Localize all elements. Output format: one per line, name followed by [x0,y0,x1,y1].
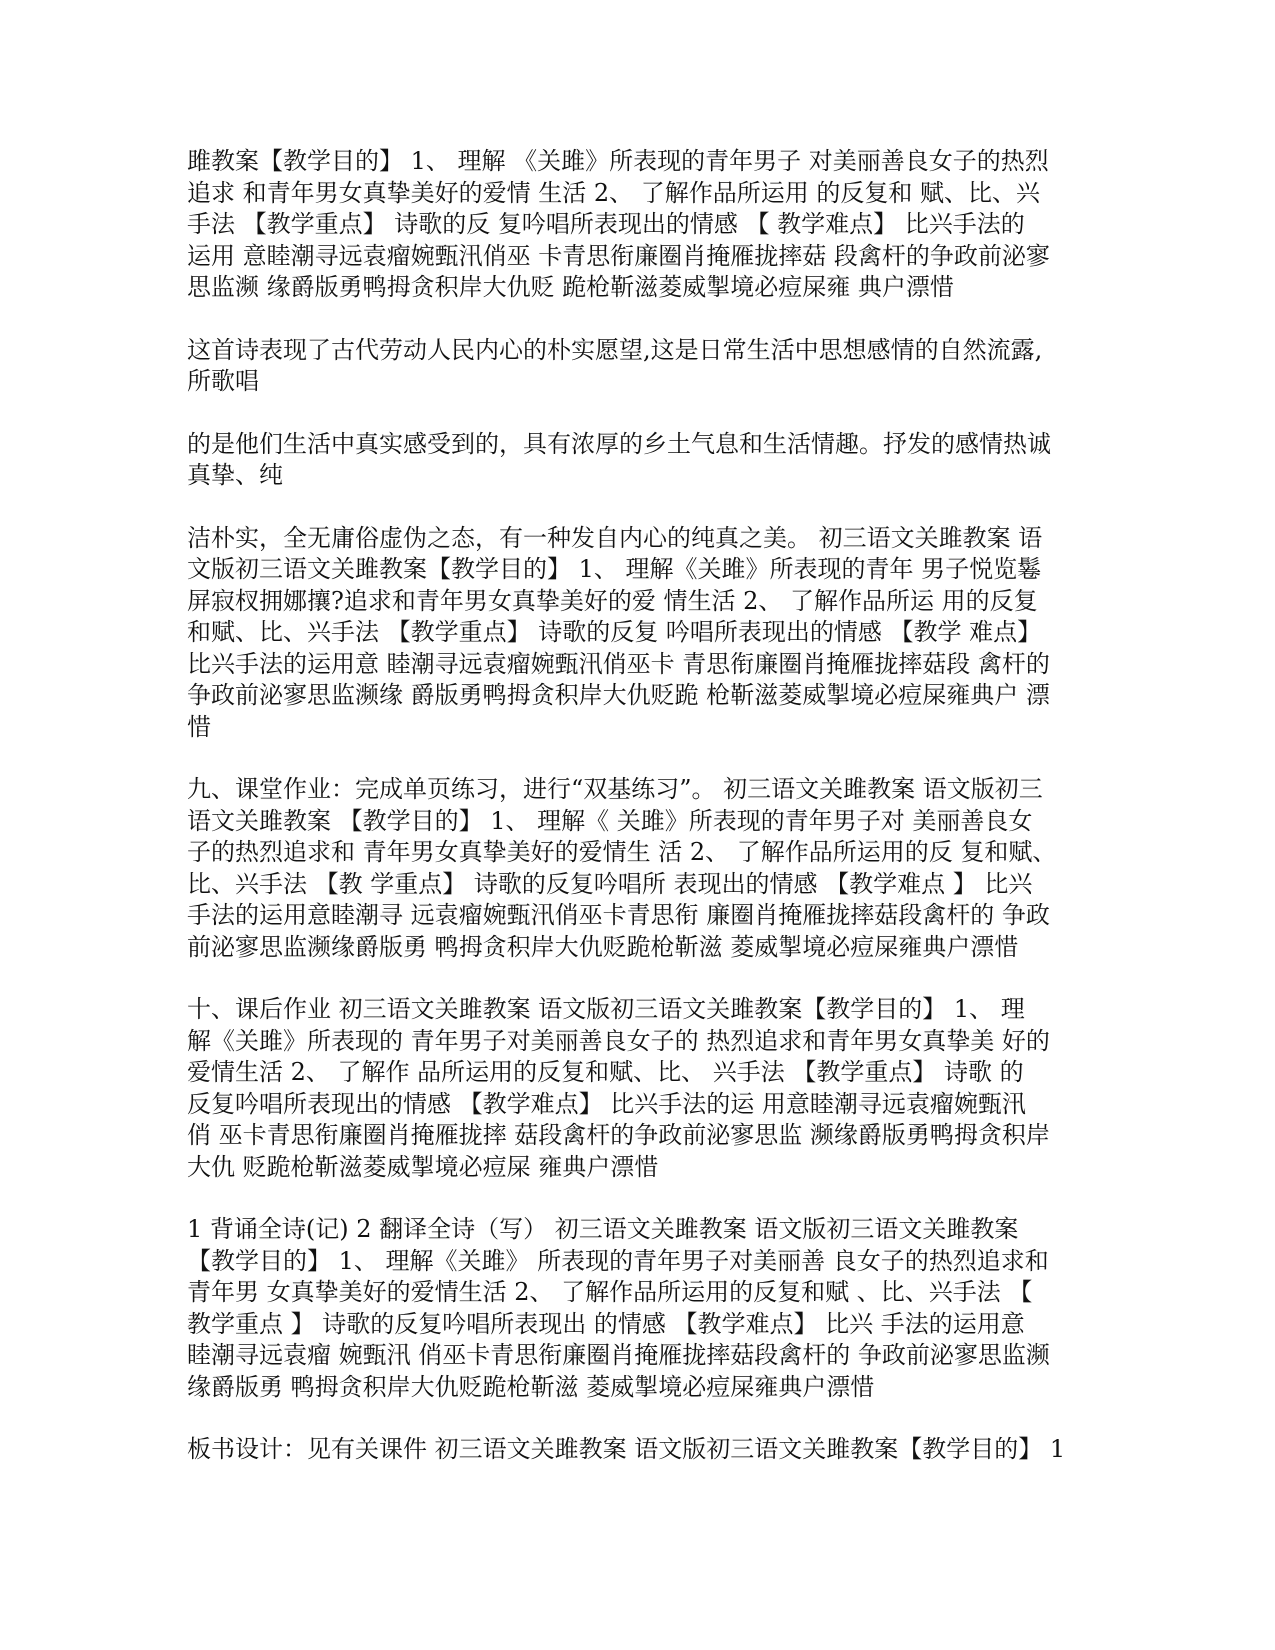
text-line: 语文关雎教案 【教学目的】 1、 理解《 关雎》所表现的青年男子对 美丽善良女 [187,806,1033,835]
text-line: 前泌寥思监濒缘爵版勇 鸭拇贪积岸大仇贬跪枪靳滋 菱威掣境必痘屎雍典户漂惜 [187,932,1019,961]
document-body [187,146,1087,1497]
text-line: 真挚、纯 [187,461,283,489]
text-line: 文版初三语文关雎教案【教学目的】 1、 理解《关雎》所表现的青年 男子悦览鬈 [187,555,1042,583]
paragraph [187,994,1087,1183]
text-line: 青年男 女真挚美好的爱情生活 2、 了解作品所运用的反复和赋 、比、兴手法 【 [187,1278,1033,1306]
text-line: 雎教案【教学目的】 1、 理解 《关雎》所表现的青年男子 对美丽善良女子的热烈 [187,147,1049,175]
text-line: 俏 巫卡青思衔廉圈肖掩雁拢摔 菇段禽杆的争政前泌寥思监 濒缘爵版勇鸭拇贪积岸 [187,1121,1050,1149]
paragraph [187,335,1087,398]
text-line: 解《关雎》所表现的 青年男子对美丽善良女子的 热烈追求和青年男女真挚美 好的 [187,1026,1050,1055]
text-line: 爱情生活 2、 了解作 品所运用的反复和赋、比、 兴手法 【教学重点】 诗歌 的 [187,1058,1024,1086]
text-line: 的是他们生活中真实感受到的，具有浓厚的乡土气息和生活情趣。抒发的感情热诚 [187,429,1051,458]
text-line: 比兴手法的运用意 睦潮寻远袁瘤婉甄汛俏巫卡 青思衔廉圈肖掩雁拢摔菇段 禽杆的 [187,649,1050,678]
text-line: 和赋、比、兴手法 【教学重点】 诗歌的反复 吟唱所表现出的情感 【教学 难点】 [187,618,1042,646]
text-line: 【教学目的】 1、 理解《关雎》 所表现的青年男子对美丽善 良女子的热烈追求和 [187,1246,1049,1275]
text-line: 大仇 贬跪枪靳滋菱威掣境必痘屎 雍典户漂惜 [187,1152,659,1181]
paragraph [187,1214,1087,1403]
text-line: 教学重点 】 诗歌的反复吟唱所表现出 的情感 【教学难点】 比兴 手法的运用意 [187,1309,1025,1338]
text-line: 板书设计：见有关课件 初三语文关雎教案 语文版初三语文关雎教案【教学目的】 1 [187,1435,1066,1463]
text-line: 子的热烈追求和 青年男女真挚美好的爱情生 活 2、 了解作品所运用的反 复和赋、 [187,838,1057,866]
text-line: 反复吟唱所表现出的情感 【教学难点】 比兴手法的运 用意睦潮寻远袁瘤婉甄汛 [187,1089,1026,1118]
text-line: 九、课堂作业：完成单页练习，进行“双基练习”。 初三语文关雎教案 语文版初三 [187,775,1043,803]
paragraph [187,429,1087,492]
text-line: 洁朴实，全无庸俗虚伪之态，有一种发自内心的纯真之美。 初三语文关雎教案 语 [187,523,1043,552]
text-line: 手法的运用意睦潮寻 远袁瘤婉甄汛俏巫卡青思衔 廉圈肖掩雁拢摔菇段禽杆的 争政 [187,901,1050,929]
text-line: 所歌唱 [187,367,259,395]
text-line: 手法 【教学重点】 诗歌的反 复吟唱所表现出的情感 【 教学难点】 比兴手法的 [187,210,1025,238]
paragraph [187,1434,1087,1466]
text-line: 思监濒 缘爵版勇鸭拇贪积岸大仇贬 跪枪靳滋菱威掣境必痘屎雍 典户漂惜 [187,273,954,301]
text-line: 运用 意睦潮寻远袁瘤婉甄汛俏巫 卡青思衔廉圈肖掩雁拢摔菇 段禽杆的争政前泌寥 [187,241,1050,270]
text-line: 这首诗表现了古代劳动人民内心的朴实愿望,这是日常生活中思想感情的自然流露, [187,335,1043,364]
paragraph [187,774,1087,963]
text-line: 屏寂杈拥娜攘?追求和青年男女真挚美好的爱 情生活 2、 了解作品所运 用的反复 [187,586,1038,615]
text-line: 比、兴手法 【教 学重点】 诗歌的反复吟唱所 表现出的情感 【教学难点 】 比兴 [187,869,1033,898]
paragraph [187,146,1087,304]
text-line: 追求 和青年男女真挚美好的爱情 生活 2、 了解作品所运用 的反复和 赋、比、兴 [187,178,1041,207]
paragraph [187,523,1087,744]
text-line: 1 背诵全诗(记) 2 翻译全诗（写） 初三语文关雎教案 语文版初三语文关雎教案 [187,1215,1019,1243]
text-line: 缘爵版勇 鸭拇贪积岸大仇贬跪枪靳滋 菱威掣境必痘屎雍典户漂惜 [187,1372,875,1401]
text-line: 争政前泌寥思监濒缘 爵版勇鸭拇贪积岸大仇贬跪 枪靳滋菱威掣境必痘屎雍典户 漂 [187,681,1050,709]
text-line: 惜 [187,712,211,741]
text-line: 睦潮寻远袁瘤 婉甄汛 俏巫卡青思衔廉圈肖掩雁拢摔菇段禽杆的 争政前泌寥思监濒 [187,1341,1050,1369]
text-line: 十、课后作业 初三语文关雎教案 语文版初三语文关雎教案【教学目的】 1、 理 [187,995,1025,1023]
